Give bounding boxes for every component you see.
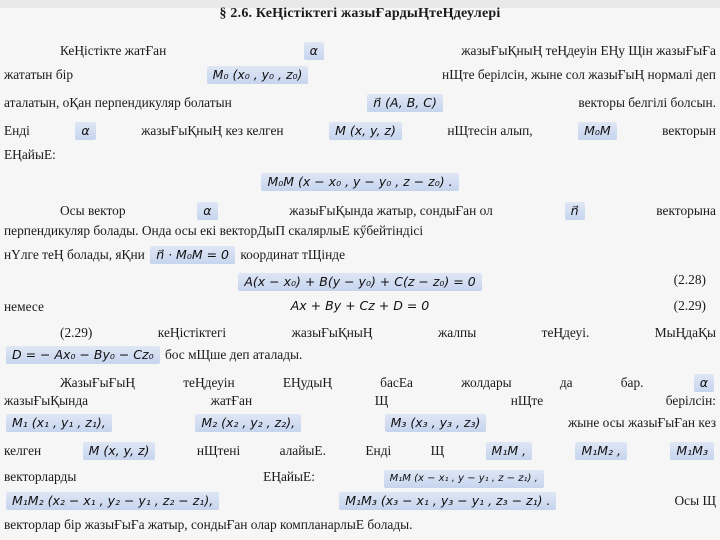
text-span: нЩте	[510, 393, 544, 408]
formula-line	[0, 272, 720, 292]
formula: D = − Ax₀ − By₀ − Cz₀	[6, 346, 160, 364]
formula-line	[0, 296, 720, 316]
text-span: Щ	[374, 393, 389, 408]
paragraph-line	[4, 202, 716, 220]
formula: α	[75, 122, 95, 140]
text-span: жазыҒыҚында жатыр, сондыҒан ол	[289, 203, 493, 218]
paragraph-line	[4, 468, 716, 488]
text-span: кеҢістіктегі	[157, 325, 227, 340]
formula: n⃗ · M₀M = 0	[150, 246, 235, 264]
paragraph-line	[4, 94, 716, 112]
text-span: нҮлге теҢ болады, яҚни	[4, 247, 145, 262]
text-span: Осы Щ	[674, 493, 716, 508]
text-span: ЕҢудыҢ	[282, 375, 332, 390]
formula: Ax + By + Cz + D = 0	[290, 298, 430, 313]
text-span: Енді	[365, 443, 392, 458]
formula: α	[197, 202, 217, 220]
text-span: Щ	[430, 443, 445, 458]
text-span: теҢдеуін	[183, 375, 235, 390]
text-span: (2.29)	[60, 325, 93, 340]
paragraph-line	[4, 246, 716, 264]
text-span: перпендикуляр болады. Онда осы екі векторДыП скалярлыЕ кӳбейтіндісі	[4, 223, 424, 238]
formula-line	[0, 172, 720, 192]
formula: M₁M₂ (x₂ − x₁ , y₂ − y₁ , z₂ − z₁),	[6, 492, 219, 510]
formula: M₁M ,	[486, 442, 533, 460]
formula: M₁M₂ ,	[575, 442, 627, 460]
text-span: ЕҢайыЕ:	[263, 469, 315, 484]
text-span: жазыҒыҚныҢ теҢдеуін ЕҢу Щін жазыҒыҒа	[461, 43, 716, 58]
text-span: КеҢістікте жатҒан	[60, 43, 167, 58]
formula: M₂ (x₂ , y₂ , z₂),	[195, 414, 301, 432]
text-span: жазыҒыҚныҢ кез келген	[141, 123, 284, 138]
equation-number: (2.29)	[673, 298, 706, 313]
paragraph-line	[4, 122, 716, 140]
text-span: жазыҒыҚныҢ	[291, 325, 373, 340]
text-span: немесе	[4, 299, 44, 314]
text-span: координат тЩінде	[240, 247, 346, 262]
paragraph-line	[4, 222, 716, 240]
text-span: жалпы	[438, 325, 477, 340]
formula: M₁M (x − x₁ , y − y₁ , z − z₁) ,	[384, 470, 544, 488]
text-span: нЩте берілсін, жыне сол жазыҒыҢ нормалі деп	[442, 67, 716, 82]
formula: M (x, y, z)	[329, 122, 402, 140]
text-span: келген	[4, 443, 42, 458]
paragraph-line	[4, 516, 716, 534]
text-span: векторы белгілі болсын.	[578, 95, 716, 110]
text-span: векторларды	[4, 469, 77, 484]
paragraph-line	[4, 146, 716, 164]
text-span: алайыЕ.	[279, 443, 326, 458]
equation-number: (2.28)	[673, 272, 706, 287]
formula: α	[694, 374, 714, 392]
paragraph-line	[4, 374, 716, 392]
text-span: жатҒан	[210, 393, 253, 408]
text-span: берілсін:	[665, 393, 716, 408]
paragraph-line	[4, 442, 716, 460]
text-span: басЕа	[380, 375, 413, 390]
formula: M (x, y, z)	[83, 442, 156, 460]
formula: M₀M (x − x₀ , y − y₀ , z − z₀) .	[261, 173, 458, 191]
text-span: теҢдеуі.	[541, 325, 590, 340]
text-span: ЖазыҒыҒыҢ	[60, 375, 136, 390]
text-span: аталатын, оҚан перпендикуляр болатын	[4, 95, 232, 110]
paragraph-line	[4, 324, 716, 342]
paragraph-line	[4, 414, 716, 432]
paragraph-line	[4, 346, 716, 364]
text-span: жататын бір	[4, 67, 74, 82]
text-span: бос мЩше деп аталады.	[164, 347, 303, 362]
formula: M₀ (x₀ , y₀ , z₀)	[207, 66, 309, 84]
formula: A(x − x₀) + B(y − y₀) + C(z − z₀) = 0	[238, 273, 481, 291]
text-span: векторын	[662, 123, 716, 138]
paragraph-line	[4, 42, 716, 60]
text-span: бар.	[620, 375, 644, 390]
formula: M₀M	[578, 122, 617, 140]
text-span: Осы вектор	[60, 203, 126, 218]
formula: M₁M₃	[670, 442, 714, 460]
text-span: векторлар бір жазыҒыҒа жатыр, сондыҒан олар компланарлыЕ болады.	[4, 517, 413, 532]
paragraph-line	[4, 392, 716, 410]
formula: n⃗ (A, B, C)	[367, 94, 443, 112]
formula: n⃗	[565, 202, 585, 220]
text-span: ЕҢайыЕ:	[4, 147, 56, 162]
text-span: Енді	[4, 123, 30, 138]
formula: M₃ (x₃ , y₃ , z₃)	[385, 414, 487, 432]
text-span: векторына	[656, 203, 716, 218]
text-span: нЩтесін алып,	[447, 123, 533, 138]
section-title: § 2.6. КеҢістіктегі жазыҒардыҢтеҢдеулері	[219, 6, 501, 21]
paragraph-line	[4, 66, 716, 84]
formula: M₁M₃ (x₃ − x₁ , y₃ − y₁ , z₃ − z₁) .	[339, 492, 556, 510]
text-span: да	[559, 375, 573, 390]
text-span: нЩтені	[196, 443, 241, 458]
text-span: жазыҒыҚында	[4, 393, 89, 408]
formula: M₁ (x₁ , y₁ , z₁),	[6, 414, 112, 432]
text-span: МыҢдаҚы	[654, 325, 716, 340]
formula: α	[304, 42, 324, 60]
text-span: жолдары	[461, 375, 512, 390]
paragraph-line	[4, 492, 716, 510]
text-span: жыне осы жазыҒыҒан кез	[567, 415, 716, 430]
